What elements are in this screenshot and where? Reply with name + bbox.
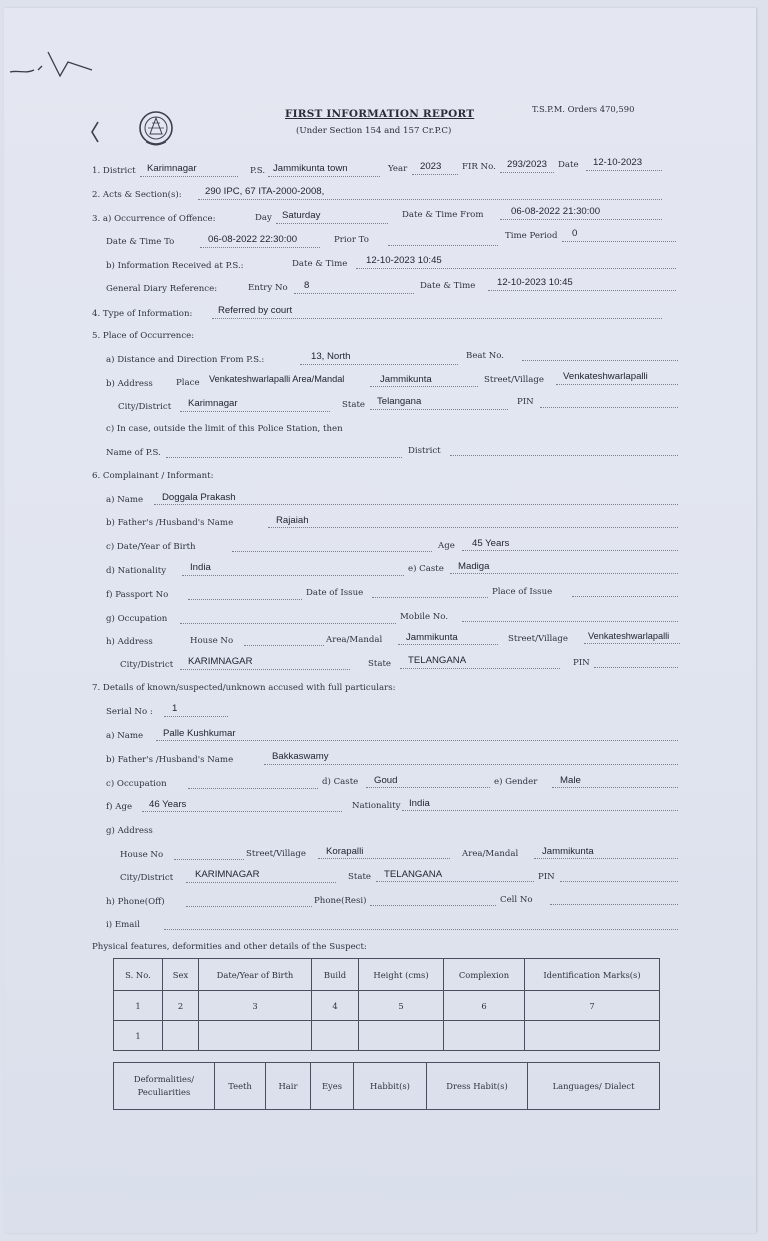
- entry-no-value: 8: [304, 280, 310, 291]
- prior-to-label: Prior To: [334, 235, 369, 245]
- date-time-to-value: 06-08-2022 22:30:00: [208, 234, 298, 245]
- th-habbits: Habbit(s): [354, 1063, 427, 1110]
- gd-reference-label: General Diary Reference:: [106, 284, 218, 294]
- complainant-dob-label: c) Date/Year of Birth: [106, 542, 196, 552]
- place-city-value: Karimnagar: [188, 398, 238, 409]
- day-label: Day: [255, 213, 272, 223]
- accused-nationality-label: Nationality: [352, 801, 401, 811]
- idx-7: 7: [525, 991, 660, 1021]
- place-street-label: Street/Village: [484, 375, 544, 385]
- ps-name-label: Name of P.S.: [106, 448, 161, 458]
- complainant-caste-value: Madiga: [458, 561, 490, 572]
- complainant-caste-label: e) Caste: [408, 564, 444, 574]
- date-time-from-label: Date & Time From: [402, 210, 484, 220]
- complainant-nationality-label: d) Nationality: [106, 566, 167, 576]
- acts-label: 2. Acts & Section(s):: [92, 190, 182, 200]
- th-height: Height (cms): [359, 959, 444, 991]
- time-period-label: Time Period: [505, 231, 558, 241]
- accused-details-label: 7. Details of known/suspected/unknown accused with full particulars:: [92, 683, 396, 693]
- date-label: Date: [558, 160, 579, 170]
- th-dress-habits: Dress Habit(s): [427, 1063, 528, 1110]
- complainant-city-value: KARIMNAGAR: [188, 656, 253, 667]
- place-state-value: Telangana: [377, 396, 422, 407]
- idx-1: 1: [114, 991, 163, 1021]
- accused-address-label: g) Address: [106, 826, 153, 836]
- deformities-table: [113, 1062, 660, 1110]
- gd-date-time-value: 12-10-2023 10:45: [497, 277, 573, 288]
- serial-no-value: 1: [172, 703, 178, 714]
- mobile-label: Mobile No.: [400, 612, 449, 622]
- th-languages: Languages/ Dialect: [528, 1063, 660, 1110]
- accused-occupation-label: c) Occupation: [106, 779, 167, 789]
- date-time-to-label: Date & Time To: [106, 237, 175, 247]
- place-city-label: City/District: [118, 402, 172, 412]
- page-title: FIRST INFORMATION REPORT: [285, 108, 475, 120]
- accused-caste-label: d) Caste: [322, 777, 359, 787]
- complainant-address-label: h) Address: [106, 637, 153, 647]
- physical-features-label: Physical features, deformities and other details of the Suspect:: [92, 942, 367, 952]
- day-value: Saturday: [282, 210, 321, 221]
- complainant-name-label: a) Name: [106, 495, 144, 505]
- complainant-area-value: Jammikunta: [406, 632, 458, 643]
- police-emblem-icon: [138, 110, 174, 148]
- accused-age-label: f) Age: [106, 802, 133, 812]
- place-of-occurrence-label: 5. Place of Occurrence:: [92, 331, 195, 341]
- passport-label: f) Passport No: [106, 590, 169, 600]
- accused-state-value: TELANGANA: [384, 869, 443, 880]
- complainant-nationality-value: India: [190, 562, 211, 573]
- complainant-house-label: House No: [190, 636, 234, 646]
- row-dob: [199, 1021, 312, 1051]
- district-value: Karimnagar: [147, 163, 197, 174]
- phone-off-label: h) Phone(Off): [106, 897, 165, 907]
- date-value: 12-10-2023: [593, 157, 643, 168]
- place-pin-label: PIN: [517, 397, 534, 407]
- handwritten-tick: [88, 120, 102, 146]
- th-complexion: Complexion: [444, 959, 525, 991]
- row-id-marks: [525, 1021, 660, 1051]
- row-build: [312, 1021, 359, 1051]
- complainant-area-label: Area/Mandal: [326, 635, 383, 645]
- order-reference: T.S.P.M. Orders 470,590: [532, 104, 635, 114]
- idx-4: 4: [312, 991, 359, 1021]
- year-label: Year: [388, 164, 408, 174]
- complainant-occupation-label: g) Occupation: [106, 614, 168, 624]
- complainant-state-value: TELANGANA: [408, 655, 467, 666]
- th-deformities: Deformalities/ Peculiarities: [114, 1063, 215, 1110]
- th-sex: Sex: [163, 959, 199, 991]
- complainant-age-value: 45 Years: [472, 538, 510, 549]
- complainant-father-value: Rajaiah: [276, 515, 309, 526]
- district-label: 1. District: [92, 166, 136, 176]
- accused-father-value: Bakkaswamy: [272, 751, 329, 762]
- accused-caste-value: Goud: [374, 775, 398, 786]
- complainant-label: 6. Complainant / Informant:: [92, 471, 214, 481]
- th-teeth: Teeth: [215, 1063, 266, 1110]
- handwritten-mark: [8, 40, 98, 85]
- complainant-name-value: Doggala Prakash: [162, 492, 236, 503]
- outside-district-label: District: [408, 446, 441, 456]
- row-sno: 1: [114, 1021, 163, 1051]
- accused-house-label: House No: [120, 850, 164, 860]
- idx-6: 6: [444, 991, 525, 1021]
- accused-name-value: Palle Kushkumar: [163, 728, 236, 739]
- place-mandal-value: Jammikunta: [380, 374, 432, 385]
- complainant-father-label: b) Father's /Husband's Name: [106, 518, 234, 528]
- accused-father-label: b) Father's /Husband's Name: [106, 755, 234, 765]
- row-sex: [163, 1021, 199, 1051]
- ps-value: Jammikunta town: [273, 163, 348, 174]
- accused-gender-value: Male: [560, 775, 581, 786]
- place-value: Venkateshwarlapalli Area/Mandal: [209, 374, 345, 384]
- accused-city-value: KARIMNAGAR: [195, 869, 260, 880]
- th-build: Build: [312, 959, 359, 991]
- complainant-age-label: Age: [438, 541, 455, 551]
- email-label: i) Email: [106, 920, 140, 930]
- place-label: Place: [176, 378, 200, 388]
- ps-label: P.S.: [250, 166, 266, 176]
- issue-place-label: Place of Issue: [492, 587, 553, 597]
- time-period-value: 0: [572, 228, 578, 239]
- th-id-marks: Identification Marks(s): [525, 959, 660, 991]
- th-dob: Date/Year of Birth: [199, 959, 312, 991]
- place-state-label: State: [342, 400, 366, 410]
- accused-name-label: a) Name: [106, 731, 144, 741]
- th-eyes: Eyes: [311, 1063, 354, 1110]
- complainant-street-label: Street/Village: [508, 634, 568, 644]
- accused-state-label: State: [348, 872, 372, 882]
- outside-limit-label: c) In case, outside the limit of this Police Station, then: [106, 424, 343, 434]
- accused-street-value: Korapalli: [326, 846, 364, 857]
- idx-3: 3: [199, 991, 312, 1021]
- idx-2: 2: [163, 991, 199, 1021]
- accused-area-value: Jammikunta: [542, 846, 594, 857]
- occurrence-label: 3. a) Occurrence of Offence:: [92, 214, 216, 224]
- entry-no-label: Entry No: [248, 283, 288, 293]
- distance-value: 13, North: [311, 351, 351, 362]
- accused-street-label: Street/Village: [246, 849, 306, 859]
- info-date-time-value: 12-10-2023 10:45: [366, 255, 442, 266]
- year-value: 2023: [420, 161, 442, 172]
- date-time-from-value: 06-08-2022 21:30:00: [511, 206, 601, 217]
- info-date-time-label: Date & Time: [292, 259, 348, 269]
- accused-nationality-value: India: [409, 798, 430, 809]
- phone-resi-label: Phone(Resi): [314, 896, 367, 906]
- gd-date-time-label: Date & Time: [420, 281, 476, 291]
- accused-gender-label: e) Gender: [494, 777, 538, 787]
- place-street-value: Venkateshwarlapalli: [563, 371, 648, 382]
- issue-date-label: Date of Issue: [306, 588, 364, 598]
- th-sno: S. No.: [114, 959, 163, 991]
- beat-no-label: Beat No.: [466, 351, 504, 361]
- fir-value: 293/2023: [507, 159, 548, 170]
- info-received-label: b) Information Received at P.S.:: [106, 261, 244, 271]
- fir-label: FIR No.: [462, 162, 496, 172]
- serial-no-label: Serial No :: [106, 707, 153, 717]
- row-complexion: [444, 1021, 525, 1051]
- physical-features-table: [113, 958, 660, 1051]
- complainant-state-label: State: [368, 659, 392, 669]
- row-height: [359, 1021, 444, 1051]
- cell-no-label: Cell No: [500, 895, 533, 905]
- th-hair: Hair: [266, 1063, 311, 1110]
- complainant-city-label: City/District: [120, 660, 174, 670]
- complainant-street-value: Venkateshwarlapalli: [588, 631, 670, 641]
- info-type-value: Referred by court: [218, 305, 293, 316]
- accused-pin-label: PIN: [538, 872, 555, 882]
- accused-area-label: Area/Mandal: [462, 849, 519, 859]
- distance-label: a) Distance and Direction From P.S.:: [106, 355, 265, 365]
- accused-age-value: 46 Years: [149, 799, 187, 810]
- complainant-pin-label: PIN: [573, 658, 590, 668]
- address-label: b) Address: [106, 379, 153, 389]
- page-subtitle: (Under Section 154 and 157 Cr.P.C): [296, 126, 452, 136]
- info-type-label: 4. Type of Information:: [92, 309, 193, 319]
- idx-5: 5: [359, 991, 444, 1021]
- accused-city-label: City/District: [120, 873, 174, 883]
- acts-value: 290 IPC, 67 ITA-2000-2008,: [205, 186, 325, 197]
